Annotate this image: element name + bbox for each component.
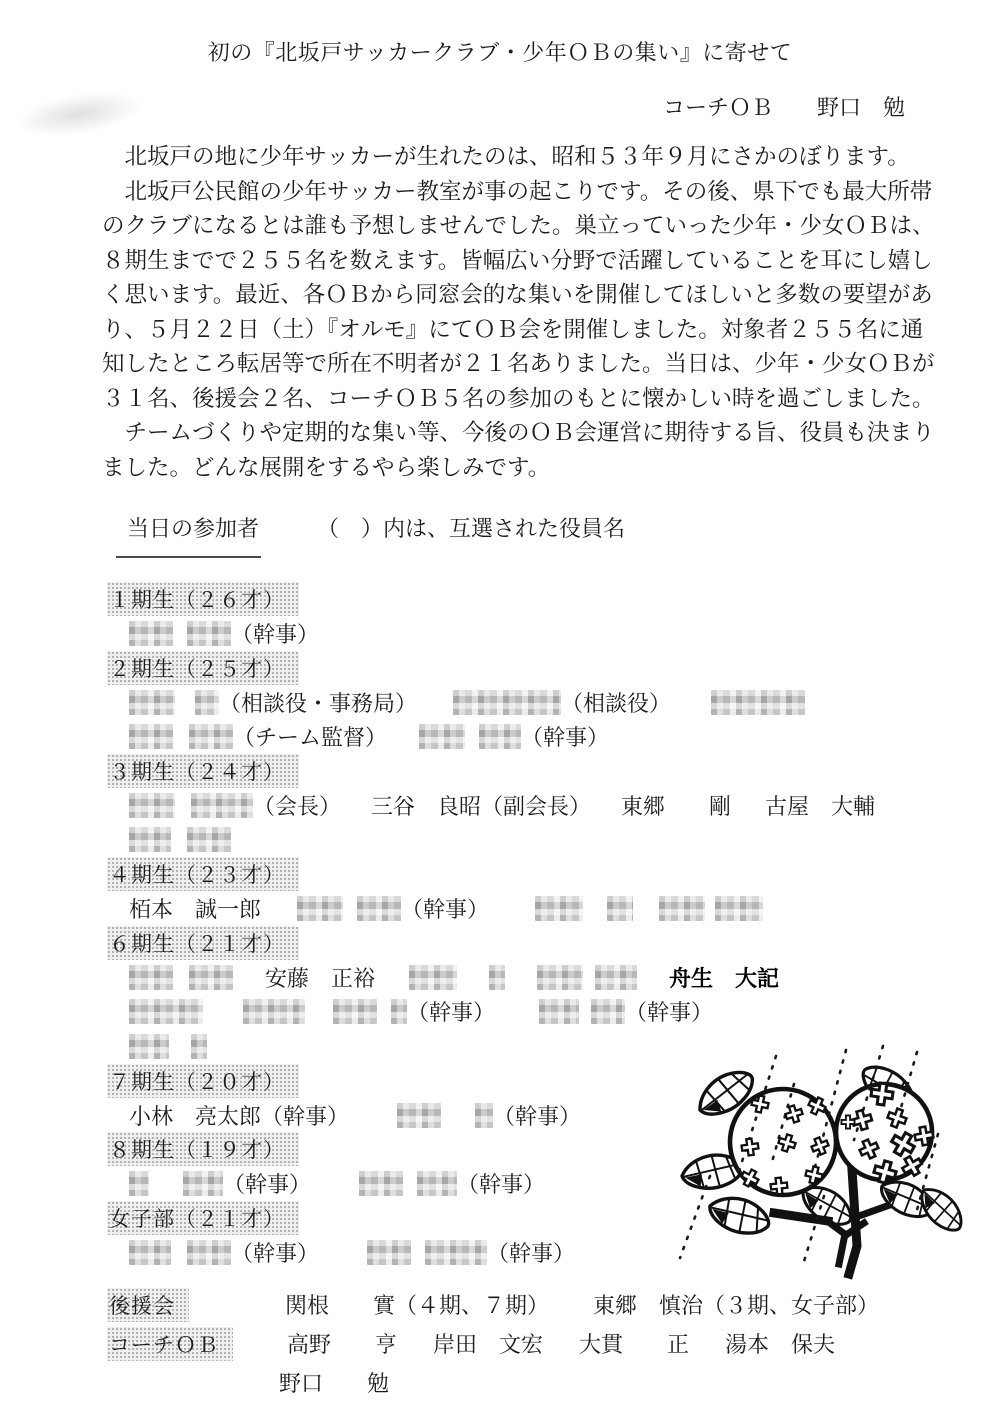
spacer: [441, 1115, 475, 1116]
spacer: [149, 1183, 183, 1184]
spacer: [465, 736, 479, 737]
redacted-name: [191, 1034, 207, 1059]
participant-text: 野口 勉: [279, 1371, 390, 1396]
redacted-name: [187, 621, 231, 646]
redacted-name: [187, 1240, 231, 1265]
spacer: [583, 908, 607, 909]
participant-text: 栢本 誠一郎: [129, 897, 262, 923]
spacer: [175, 702, 195, 703]
spacer: [705, 908, 715, 909]
section-heading: ４期生（２３才）: [107, 857, 299, 891]
spacer: [171, 1252, 187, 1253]
section-heading: ２期生（２５才）: [107, 651, 299, 685]
redacted-name: [297, 896, 343, 921]
redacted-name: [489, 965, 505, 990]
participant-text: 岸田 文宏: [433, 1332, 544, 1357]
participant-text: 東郷 慎治（３期、女子部）: [593, 1293, 880, 1318]
participant-text: 高野 亨: [287, 1332, 398, 1357]
section-heading: 女子部（２１才）: [107, 1201, 299, 1235]
redacted-name: [357, 896, 401, 921]
participant-text: （幹事）: [231, 622, 320, 648]
redacted-name: [659, 896, 705, 921]
body-line: 北坂戸の地に少年サッカーが生れたのは、昭和５３年９月にさかのぼります。: [102, 144, 910, 169]
spacer: [349, 1115, 397, 1116]
spacer: [169, 1046, 191, 1047]
spacer: [375, 977, 409, 978]
participant-row: [107, 960, 987, 994]
redacted-name: [129, 690, 175, 715]
spacer: [311, 1183, 359, 1184]
redacted-name: [129, 827, 171, 852]
spacer: [377, 1011, 391, 1012]
section-heading-line: [107, 857, 987, 891]
participant-text: 東郷 剛: [621, 794, 732, 820]
spacer: [203, 1011, 243, 1012]
document-title: 初の『北坂戸サッカークラブ・少年ＯＢの集い』に寄せて: [207, 40, 793, 65]
scan-artifact: [12, 84, 147, 144]
participant-text: （幹事）: [401, 897, 490, 923]
spacer: [411, 1252, 425, 1253]
spacer: [343, 908, 357, 909]
redacted-name: [243, 999, 305, 1024]
section-heading: １期生（２６才）: [107, 582, 299, 616]
redacted-name: [417, 1171, 457, 1196]
redacted-name: [591, 999, 625, 1024]
redacted-name: [195, 690, 219, 715]
redacted-name: [187, 827, 231, 852]
participants-note: （ ）内は、互選された役員名: [317, 516, 626, 541]
body-line: 知したところ転居等で所在不明者が２１名ありました。当日は、少年・少女ＯＢが: [102, 351, 935, 376]
spacer: [175, 805, 191, 806]
spacer: [233, 1343, 287, 1344]
redacted-name: [367, 1240, 411, 1265]
section-heading: ８期生（１９才）: [107, 1132, 299, 1166]
spacer: [397, 1343, 433, 1344]
body-line: ました。どんな展開をするやら楽しみです。: [102, 454, 551, 480]
redacted-name: [191, 793, 253, 818]
spacer: [107, 1382, 279, 1383]
section-heading-line: [107, 754, 987, 788]
spacer: [319, 1252, 367, 1253]
footer-row: [107, 1285, 987, 1324]
section-heading: ３期生（２４才）: [107, 754, 299, 788]
spacer: [173, 977, 189, 978]
participant-text: （幹事）: [493, 1103, 582, 1129]
participant-text: 古屋 大輔: [765, 794, 876, 820]
participant-text: 小林 亮太郎（幹事）: [129, 1103, 350, 1129]
participant-text: 大貫 正: [579, 1332, 690, 1357]
spacer: [671, 702, 711, 703]
participant-row: [107, 788, 987, 822]
spacer: [305, 1011, 333, 1012]
redacted-name: [129, 724, 173, 749]
participant-text: （チーム監督）: [233, 725, 388, 751]
body-line: く思います。最近、各ＯＢから同窓会的な集いを開催してほしいと多数の要望があ: [102, 282, 933, 307]
body-line: チームづくりや定期的な集い等、今後のＯＢ会運営に期待する旨、役員も決まり: [102, 420, 935, 445]
redacted-name: [129, 1171, 149, 1196]
participants-header: [127, 512, 625, 543]
body-line: り、５月２２日（土）『オルモ』にてＯＢ会を開催しました。対象者２５５名に通: [102, 316, 924, 342]
spacer: [633, 908, 659, 909]
group-label: 後援会: [107, 1288, 189, 1322]
section-heading: ６期生（２１才）: [107, 926, 299, 960]
redacted-name: [537, 965, 583, 990]
leaf: [705, 1190, 774, 1241]
redacted-name: [607, 896, 633, 921]
participant-row: [107, 995, 987, 1029]
redacted-name: [183, 1171, 223, 1196]
redacted-name: [129, 793, 175, 818]
participant-text: 三谷 良昭（副会長）: [371, 794, 592, 820]
spacer: [173, 633, 187, 634]
spacer: [233, 977, 265, 978]
section-heading: ７期生（２０才）: [107, 1064, 299, 1098]
spacer: [731, 805, 765, 806]
redacted-name: [409, 965, 457, 990]
participant-text: （幹事）: [407, 1000, 496, 1026]
spacer: [583, 977, 595, 978]
spacer: [417, 702, 453, 703]
redacted-name: [419, 724, 465, 749]
footer-row: [107, 1324, 987, 1363]
spacer: [543, 1343, 579, 1344]
participant-text: （幹事）: [521, 725, 610, 751]
redacted-name: [129, 1240, 171, 1265]
section-heading-line: [107, 651, 987, 685]
participant-text: （幹事）: [231, 1241, 320, 1267]
underline-rule: [116, 556, 261, 558]
participant-row: [107, 720, 987, 754]
participant-text: （会長）: [253, 794, 342, 820]
redacted-name: [479, 724, 521, 749]
redacted-name: [333, 999, 377, 1024]
redacted-name: [595, 965, 637, 990]
participant-text: （幹事）: [223, 1172, 312, 1198]
spacer: [189, 1304, 285, 1305]
body-line: ３１名、後援会２名、コーチＯＢ５名の参加のもとに懐かしい時を過ごしました。: [102, 385, 935, 411]
redacted-name: [453, 690, 561, 715]
redacted-name: [391, 999, 407, 1024]
group-label: コーチＯＢ: [107, 1327, 233, 1361]
spacer: [495, 1011, 539, 1012]
footer-roster: [107, 1285, 987, 1402]
footer-row: [107, 1363, 987, 1402]
participant-row: [107, 892, 987, 926]
participant-text: （幹事）: [625, 1000, 714, 1026]
body-line: のクラブになるとは誰も予想しませんでした。巣立っていった少年・少女ＯＢは、: [102, 213, 935, 238]
section-heading-line: [107, 582, 987, 616]
spacer: [505, 977, 537, 978]
participant-text: （幹事）: [457, 1172, 546, 1198]
redacted-name: [129, 965, 173, 990]
spacer: [489, 908, 535, 909]
redacted-name: [535, 896, 583, 921]
participant-row: [107, 823, 987, 857]
redacted-name: [359, 1171, 403, 1196]
author-byline: コーチＯＢ 野口 勉: [663, 95, 906, 120]
participant-text: 関根 實（４期、７期）: [285, 1293, 550, 1318]
spacer: [261, 908, 297, 909]
participant-text: 湯本 保夫: [725, 1332, 836, 1357]
participants-label: 当日の参加者: [127, 516, 260, 541]
redacted-name: [715, 896, 763, 921]
participant-text: （相談役・事務局）: [219, 690, 418, 716]
spacer: [403, 1183, 417, 1184]
redacted-name: [475, 1103, 493, 1128]
spacer: [549, 1304, 593, 1305]
participant-text: （幹事）: [487, 1241, 576, 1267]
body-line: 北坂戸公民館の少年サッカー教室が事の起こりです。その後、県下でも最大所帯: [102, 178, 933, 204]
participant-text: （相談役）: [561, 690, 672, 716]
spacer: [689, 1343, 725, 1344]
spacer: [173, 736, 189, 737]
participant-row: [107, 616, 987, 650]
body-text: [102, 140, 935, 485]
redacted-name: [397, 1103, 441, 1128]
section-heading-line: [107, 926, 987, 960]
spacer: [171, 839, 187, 840]
redacted-name: [129, 621, 173, 646]
spacer: [637, 977, 669, 978]
spacer: [579, 1011, 591, 1012]
participant-text: 舟生 大記: [669, 965, 780, 991]
participant-row: [107, 685, 987, 719]
spacer: [387, 736, 419, 737]
spacer: [591, 805, 621, 806]
spacer: [341, 805, 371, 806]
redacted-name: [189, 965, 233, 990]
redacted-name: [711, 690, 805, 715]
body-line: ８期生までで２５５名を数えます。皆幅広い分野で活躍していることを耳にし嬉し: [102, 247, 933, 273]
redacted-name: [129, 999, 203, 1024]
redacted-name: [539, 999, 579, 1024]
redacted-name: [425, 1240, 487, 1265]
redacted-name: [129, 1034, 169, 1059]
participant-text: 安藤 正裕: [265, 965, 376, 991]
spacer: [457, 977, 489, 978]
hydrangea-illustration: [676, 1044, 994, 1280]
redacted-name: [189, 724, 233, 749]
